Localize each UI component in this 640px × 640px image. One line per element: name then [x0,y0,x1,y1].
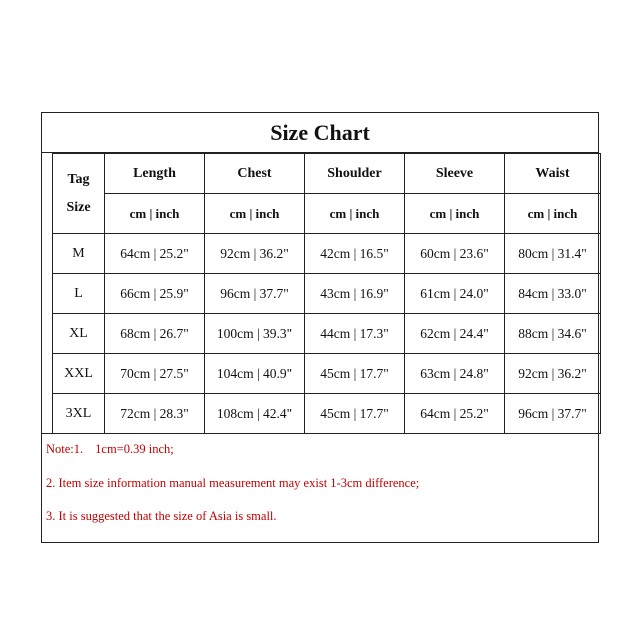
unit-row [53,194,601,234]
row-size: M [53,234,105,274]
column-header-waist: Waist [505,154,601,194]
cell-length: 68cm | 26.7" [105,314,205,354]
note-1 [46,442,174,457]
cell-chest: 96cm | 37.7" [205,274,305,314]
cell-length: 66cm | 25.9" [105,274,205,314]
cell-shoulder: 44cm | 17.3" [305,314,405,354]
column-header-length: Length [105,154,205,194]
cell-sleeve: 62cm | 24.4" [405,314,505,354]
tag-size-header [53,154,105,234]
note-3: 3. It is suggested that the size of Asia is small. [46,509,277,523]
unit-label: cm | inch [105,194,205,234]
note-1-text: 1cm=0.39 inch; [95,442,174,456]
cell-chest: 100cm | 39.3" [205,314,305,354]
cell-sleeve: 64cm | 25.2" [405,394,505,434]
unit-label: cm | inch [405,194,505,234]
table-row [53,234,601,274]
cell-length: 72cm | 28.3" [105,394,205,434]
unit-label: cm | inch [505,194,601,234]
row-size: XL [53,314,105,354]
cell-waist: 80cm | 31.4" [505,234,601,274]
cell-chest: 108cm | 42.4" [205,394,305,434]
row-size: XXL [53,354,105,394]
table-row [53,314,601,354]
row-size: L [53,274,105,314]
cell-sleeve: 60cm | 23.6" [405,234,505,274]
column-header-sleeve: Sleeve [405,154,505,194]
unit-label: cm | inch [205,194,305,234]
cell-waist: 88cm | 34.6" [505,314,601,354]
size-table [52,153,601,434]
table-row [53,394,601,434]
cell-length: 70cm | 27.5" [105,354,205,394]
cell-waist: 96cm | 37.7" [505,394,601,434]
unit-label: cm | inch [305,194,405,234]
cell-shoulder: 45cm | 17.7" [305,394,405,434]
cell-chest: 104cm | 40.9" [205,354,305,394]
notes-section [42,433,598,543]
cell-shoulder: 42cm | 16.5" [305,234,405,274]
cell-shoulder: 45cm | 17.7" [305,354,405,394]
cell-sleeve: 61cm | 24.0" [405,274,505,314]
note-2: 2. Item size information manual measurement may exist 1-3cm difference; [46,476,420,490]
table-row [53,274,601,314]
table-row [53,354,601,394]
row-size: 3XL [53,394,105,434]
cell-waist: 92cm | 36.2" [505,354,601,394]
column-header-shoulder: Shoulder [305,154,405,194]
note-1-lead: Note:1. [46,442,84,456]
size-chart [41,112,599,543]
column-header-chest: Chest [205,154,305,194]
tag-label: Tag [67,171,90,187]
cell-sleeve: 63cm | 24.8" [405,354,505,394]
cell-length: 64cm | 25.2" [105,234,205,274]
cell-chest: 92cm | 36.2" [205,234,305,274]
header-row [53,154,601,194]
cell-waist: 84cm | 33.0" [505,274,601,314]
cell-shoulder: 43cm | 16.9" [305,274,405,314]
chart-title: Size Chart [42,113,598,153]
size-label: Size [66,199,91,215]
